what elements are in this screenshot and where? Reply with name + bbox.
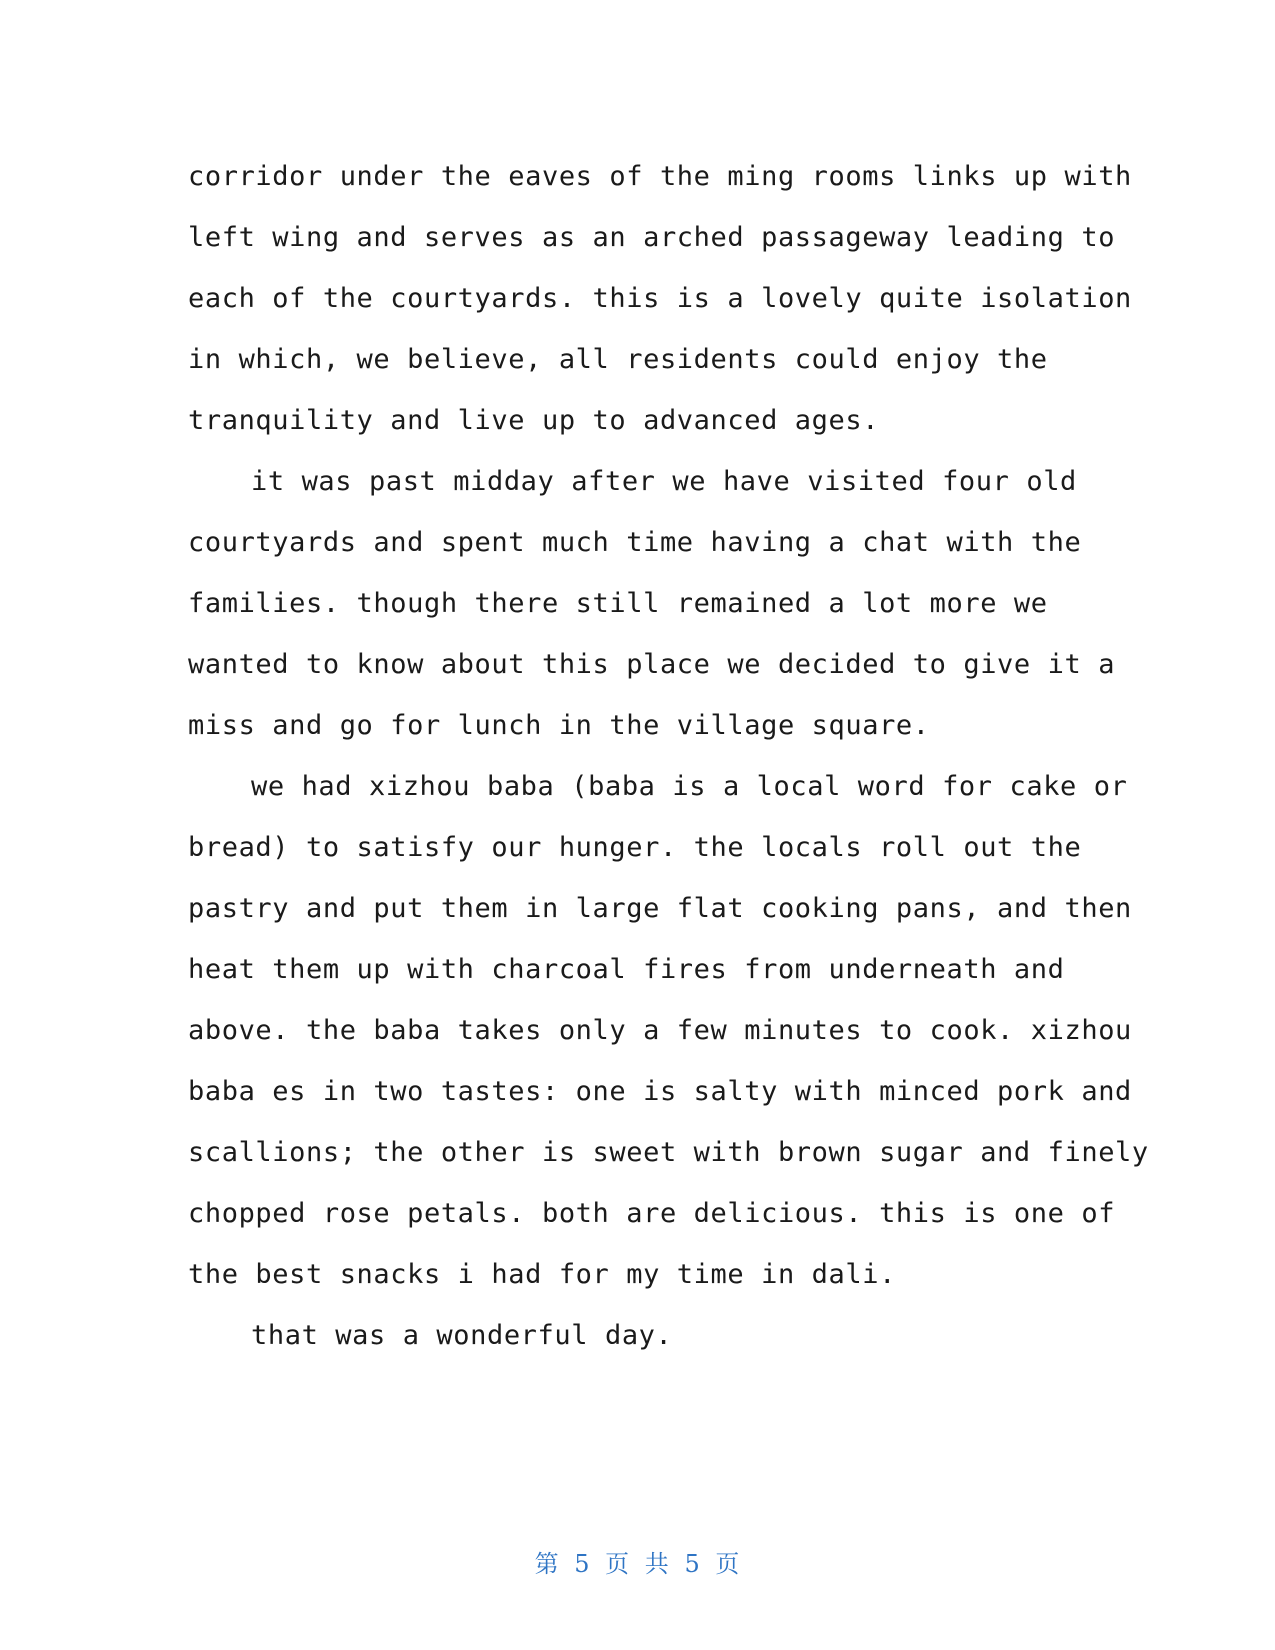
text-line: baba es in two tastes: one is salty with minced pork and: [188, 1076, 1132, 1107]
text-line: wanted to know about this place we decided to give it a: [188, 649, 1116, 680]
text-line: each of the courtyards. this is a lovely quite isolation: [188, 283, 1132, 314]
text-line: families. though there still remained a lot more we: [188, 588, 1048, 619]
text-line: tranquility and live up to advanced ages.: [188, 405, 880, 436]
text-line: courtyards and spent much time having a chat with the: [188, 527, 1082, 558]
text-line: the best snacks i had for my time in dali.: [188, 1259, 896, 1290]
text-line: bread) to satisfy our hunger. the locals roll out the: [188, 832, 1082, 863]
text-line: miss and go for lunch in the village square.: [188, 710, 930, 741]
text-line: heat them up with charcoal fires from underneath and: [188, 954, 1065, 985]
text-line: in which, we believe, all residents could enjoy the: [188, 344, 1048, 375]
text-line: scallions; the other is sweet with brown sugar and finely: [188, 1137, 1149, 1168]
page-number-footer: 第 5 页 共 5 页: [534, 1550, 741, 1578]
text-line: corridor under the eaves of the ming rooms links up with: [188, 161, 1132, 192]
text-line: chopped rose petals. both are delicious. this is one of: [188, 1198, 1116, 1229]
text-line: pastry and put them in large flat cooking pans, and then: [188, 893, 1132, 924]
document-body: [188, 146, 1149, 1366]
paragraph-start-line: we had xizhou baba (baba is a local word for cake or: [251, 771, 1128, 802]
paragraph-start-line: it was past midday after we have visited four old: [251, 466, 1077, 497]
text-line: left wing and serves as an arched passageway leading to: [188, 222, 1116, 253]
text-line: above. the baba takes only a few minutes to cook. xizhou: [188, 1015, 1132, 1046]
paragraph-start-line: that was a wonderful day.: [251, 1320, 673, 1351]
